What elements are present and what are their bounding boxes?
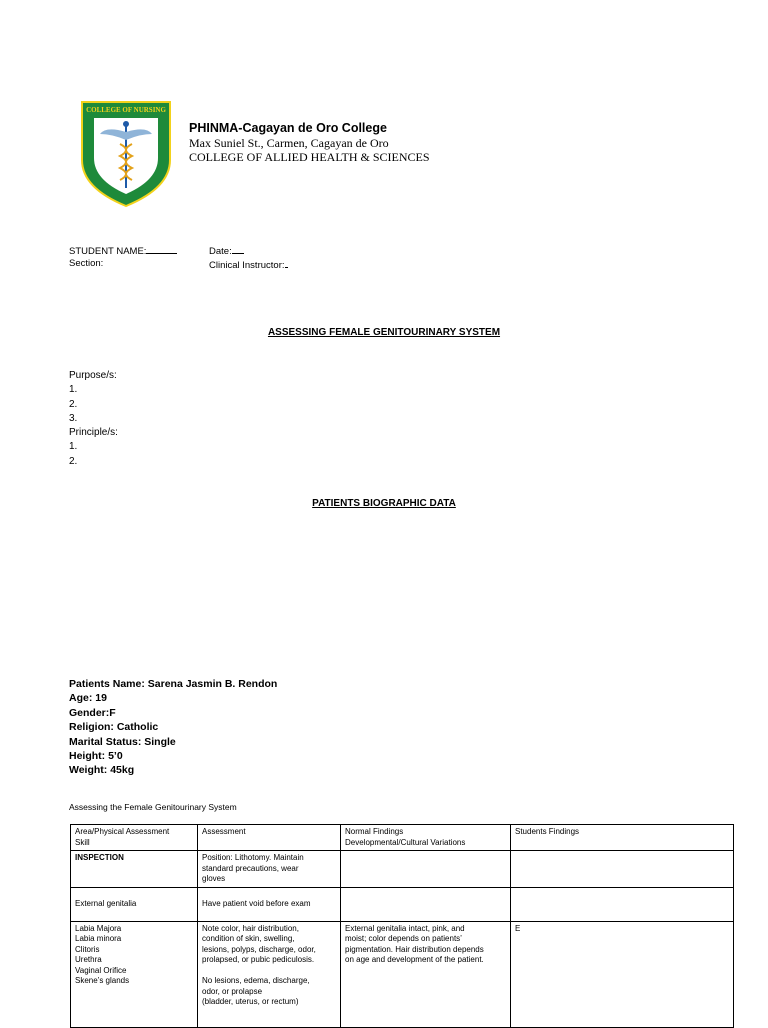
department-name: COLLEGE OF ALLIED HEALTH & SCIENCES: [189, 150, 430, 164]
table-row: [71, 851, 734, 888]
area-cell: INSPECTION: [71, 851, 198, 888]
biographic-data-title: PATIENTS BIOGRAPHIC DATA: [312, 498, 456, 509]
patient-religion: Religion: Catholic: [69, 721, 159, 734]
table-row: [71, 887, 734, 921]
patient-data: [69, 677, 277, 778]
students-findings-cell[interactable]: [511, 887, 734, 921]
student-name-field[interactable]: [69, 244, 177, 257]
assessment-cell: Position: Lithotomy. Maintain standard precautions, wear gloves: [198, 851, 341, 888]
purpose-section: [69, 369, 118, 469]
assessment-cell: Note color, hair distribution, condition of skin, swelling, lesions, polyps, discharge, odor, prolapsed, or pubic pediculosis. No lesions, edema, discharge, odor, or prolapse (bladder, uterus, or rectum): [198, 921, 341, 1027]
patient-weight: Weight: 45kg: [69, 764, 135, 777]
table-caption: Assessing the Female Genitourinary System: [69, 802, 237, 812]
header-students-findings: Students Findings: [511, 825, 734, 851]
purpose-item: 3.: [69, 412, 78, 424]
students-findings-cell[interactable]: E: [511, 921, 734, 1027]
clinical-instructor-field[interactable]: [209, 258, 288, 271]
college-name: PHINMA-Cagayan de Oro College: [189, 121, 387, 135]
normal-findings-cell: [341, 887, 511, 921]
patient-age: Age: 19: [69, 692, 107, 705]
normal-findings-cell: [341, 851, 511, 888]
college-address: Max Suniel St., Carmen, Cagayan de Oro: [189, 136, 389, 150]
page-title: ASSESSING FEMALE GENITOURINARY SYSTEM: [267, 327, 501, 338]
assessment-cell: Have patient void before exam: [198, 887, 341, 921]
patient-marital-status: Marital Status: Single: [69, 735, 176, 748]
date-field[interactable]: [209, 244, 244, 257]
clinical-instructor-label: Clinical Instructor:: [209, 260, 285, 271]
section-label: Section:: [69, 258, 104, 269]
assessment-table: [70, 824, 734, 1028]
date-label: Date:: [209, 246, 232, 257]
college-of-nursing-logo: [80, 100, 172, 208]
students-findings-cell[interactable]: [511, 851, 734, 888]
svg-text:COLLEGE OF NURSING: COLLEGE OF NURSING: [86, 106, 166, 114]
area-cell: Labia Majora Labia minora Clitoris Urethra Vaginal Orifice Skene’s glands: [71, 921, 198, 1027]
student-name-label: STUDENT NAME:: [69, 246, 147, 257]
area-cell: External genitalia: [71, 887, 198, 921]
table-header-row: [71, 825, 734, 851]
principle-item: 1.: [69, 441, 78, 453]
header-normal-findings: Normal Findings Developmental/Cultural Variations: [341, 825, 511, 851]
principle-item: 2.: [69, 455, 78, 467]
header-assessment: Assessment: [198, 825, 341, 851]
patient-gender: Gender:F: [69, 706, 116, 719]
header-area-skill: Area/Physical Assessment Skill: [71, 825, 198, 851]
principle-label: Principle/s:: [69, 427, 118, 439]
purpose-item: 2.: [69, 398, 78, 410]
patient-height: Height: 5’0: [69, 750, 123, 763]
purpose-item: 1.: [69, 384, 78, 396]
patient-name: Patients Name: Sarena Jasmin B. Rendon: [69, 678, 278, 690]
purpose-label: Purpose/s:: [69, 370, 117, 381]
normal-findings-cell: External genitalia intact, pink, and moist; color depends on patients’ pigmentation. Hair distribution depends on age and development of the patient.: [341, 921, 511, 1027]
table-row: [71, 921, 734, 1027]
